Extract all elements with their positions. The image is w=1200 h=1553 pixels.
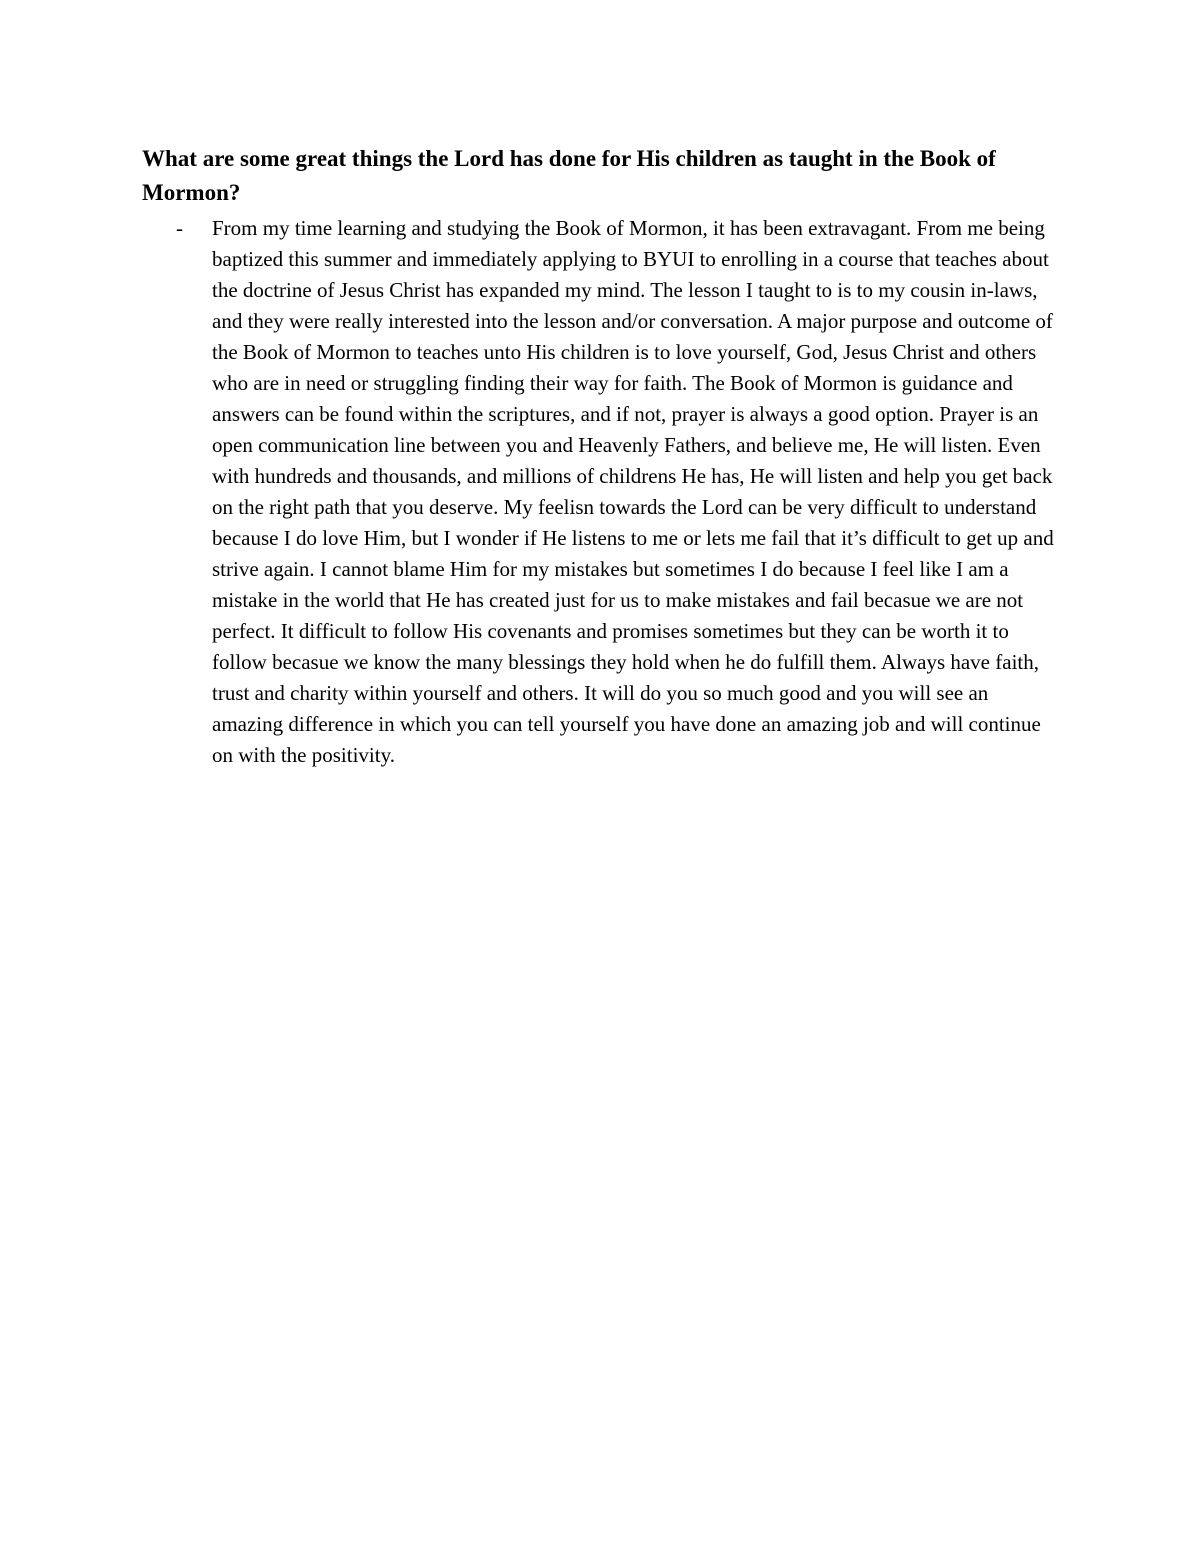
dash-bullet: - (176, 216, 183, 240)
question-heading: What are some great things the Lord has done for His children as taught in the Book of Mormon? (142, 146, 996, 205)
answer-list (142, 213, 1062, 771)
answer-paragraph: From my time learning and studying the Book of Mormon, it has been extravagant. From me being baptized this summer and immediately applying to BYUI to enrolling in a course that teaches about the doctrine of Jesus Christ has expanded my mind. The lesson I taught to is to my cousin in-laws, and they were really interested into the lesson and/or conversation. A major purpose and outcome of the Book of Mormon to teaches unto His children is to love yourself, God, Jesus Christ and others who are in need or struggling finding their way for faith. The Book of Mormon is guidance and answers can be found within the scriptures, and if not, prayer is always a good option. Prayer is an open communication line between you and Heavenly Fathers, and believe me, He will listen. Even with hundreds and thousands, and millions of childrens He has, He will listen and help you get back on the right path that you deserve. My feelisn towards the Lord can be very difficult to understand because I do love Him, but I wonder if He listens to me or lets me fail that it’s difficult to get up and strive again. I cannot blame Him for my mistakes but sometimes I do because I feel like I am a mistake in the world that He has created just for us to make mistakes and fail becasue we are not perfect. It difficult to follow His covenants and promises sometimes but they can be worth it to follow becasue we know the many blessings they hold when he do fulfill them. Always have faith, trust and charity within yourself and others. It will do you so much good and you will see an amazing difference in which you can tell yourself you have done an amazing job and will continue on with the positivity. (212, 216, 1054, 767)
list-item (142, 213, 1062, 771)
